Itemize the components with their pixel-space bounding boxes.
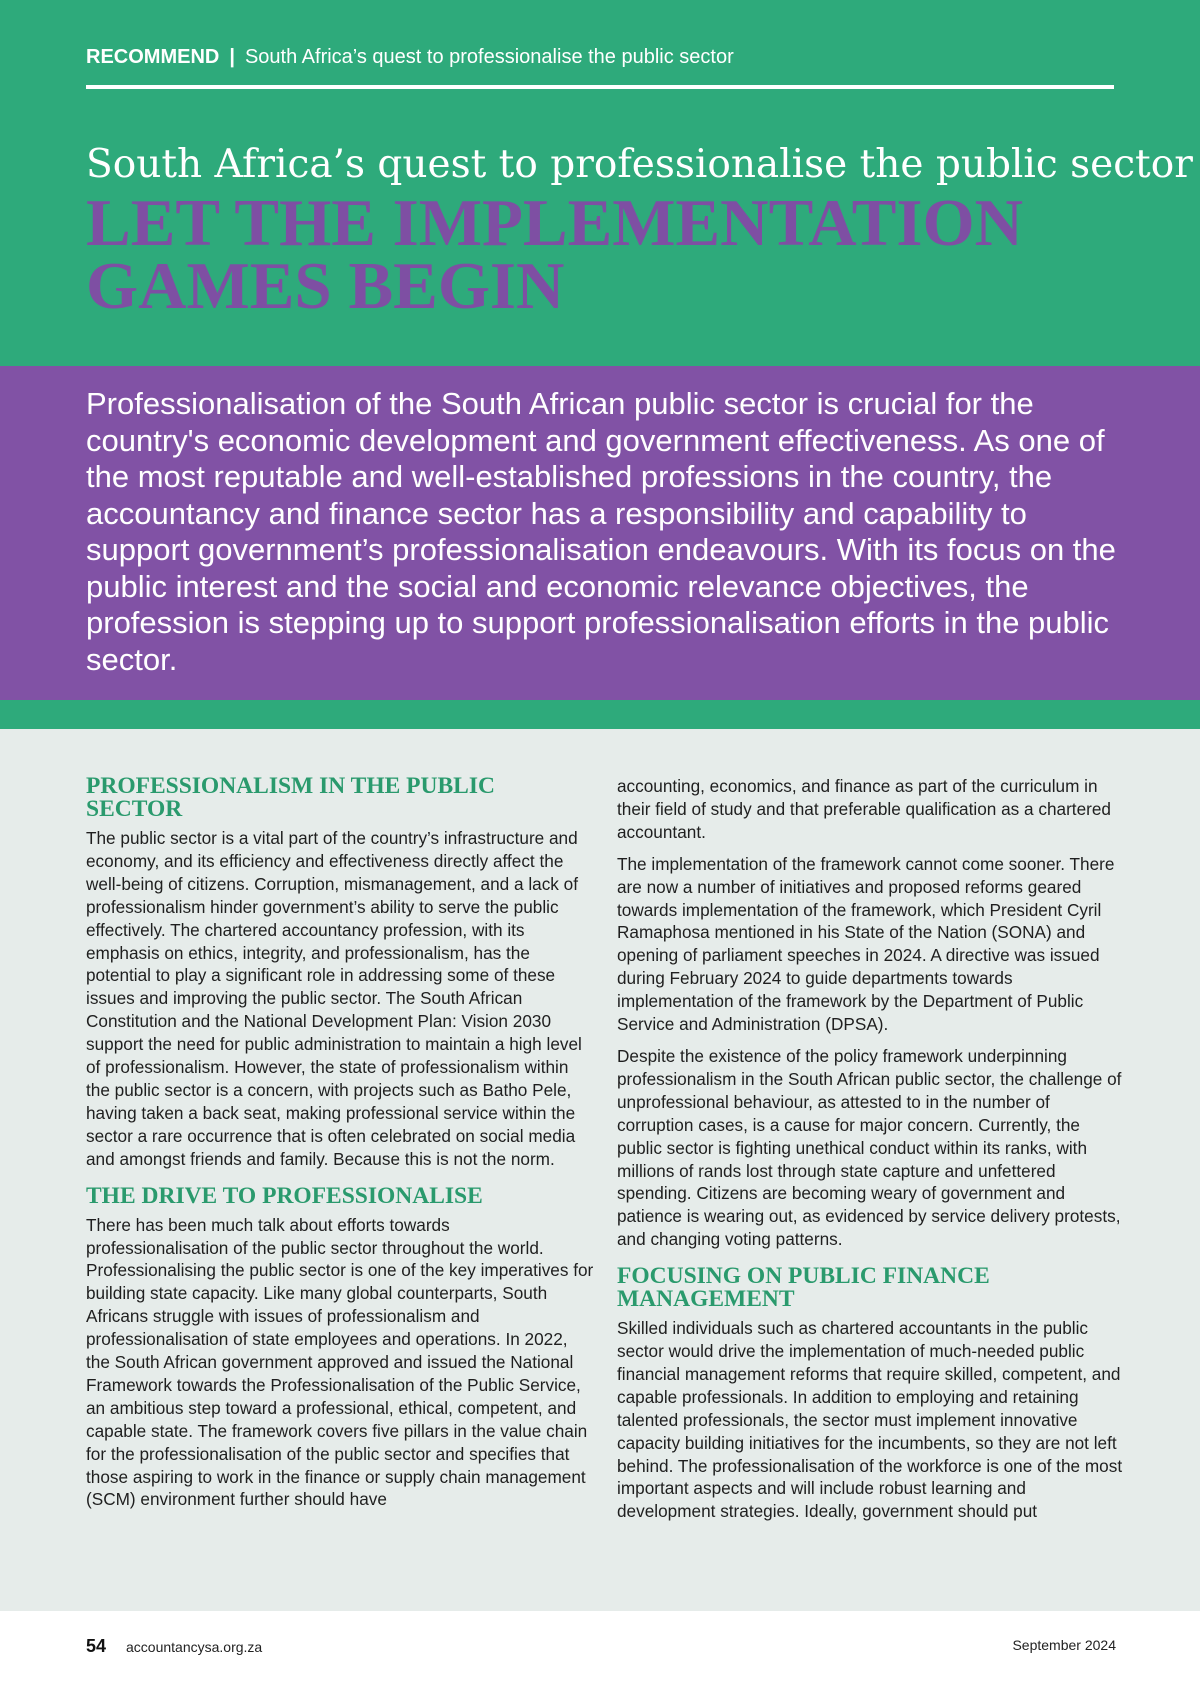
header-rule xyxy=(86,85,1114,89)
body-paragraph: Despite the existence of the policy framework underpinning professionalism in the South African public sector, the challenge of unprofessional behaviour, as attested to in the number of corruption cases, is a cause for major concern. Currently, the public sector is fighting unethical conduct within its ranks, with millions of rands lost through state capture and unfettered spending. Citizens are becoming weary of government and patience is wearing out, as evidenced by service delivery protests, and changing voting patterns. xyxy=(617,1045,1122,1250)
running-title: South Africa’s quest to professionalise the public sector xyxy=(244,46,734,68)
website-link[interactable]: accountancysa.org.za xyxy=(126,1639,263,1655)
body-paragraph: Skilled individuals such as chartered accountants in the public sector would drive the implementation of much-needed public financial management reforms that require skilled, competent, and capable professionals. In addition to employing and retaining talented professionals, the sector must implement innovative capacity building initiatives for the incumbents, so they are not left behind. The professionalisation of the workforce is one of the most important aspects and will include robust learning and development strategies. Ideally, government should put xyxy=(617,1318,1123,1522)
body-paragraph: accounting, economics, and finance as part of the curriculum in their field of study and that preferable qualification as a chartered accountant. xyxy=(617,776,1111,842)
running-header xyxy=(86,46,1116,69)
page-number: 54 xyxy=(86,1636,107,1656)
issue-date: September 2024 xyxy=(1012,1637,1116,1653)
section-heading-professionalism: PROFESSIONALISM IN THE PUBLIC SECTOR xyxy=(86,773,495,822)
left-column xyxy=(86,775,596,1520)
section-label: RECOMMEND xyxy=(86,46,220,68)
article-headline: LET THE IMPLEMENTATION GAMES BEGIN xyxy=(86,186,1023,323)
body-paragraph: There has been much talk about efforts towards professionalisation of the public sector throughout the world. Professionalising the public sector is one of the key imperatives for building state capacity. Like many global counterparts, South Africans struggle with issues of professionalism and professionalisation of state employees and operations. In 2022, the South African government approved and issued the National Framework towards the Professionalisation of the Public Service, an ambitious step toward a professional, ethical, competent, and capable state. The framework covers five pillars in the value chain for the professionalisation of the public sector and specifies that those aspiring to work in the finance or supply chain management (SCM) environment further should have xyxy=(86,1214,594,1510)
section-heading-drive: THE DRIVE TO PROFESSIONALISE xyxy=(86,1182,483,1209)
body-paragraph: The implementation of the framework cannot come sooner. There are now a number of initiatives and proposed reforms geared towards implementation of the framework, which President Cyril Ramaphosa mentioned in his State of the Nation (SONA) and opening of parliament speeches in 2024. A directive was issued during February 2024 to guide departments towards implementation of the framework by the Department of Public Service and Administration (DPSA). xyxy=(617,853,1115,1035)
header-separator: | xyxy=(229,46,235,68)
right-column xyxy=(617,775,1127,1532)
divider-strip xyxy=(0,700,1200,729)
body-paragraph: The public sector is a vital part of the country’s infrastructure and economy, and its efficiency and effectiveness directly affect the well-being of citizens. Corruption, mismanagement, and a lack of professionalism hinder government’s ability to serve the public effectively. The chartered accountancy profession, with its emphasis on ethics, integrity, and professionalism, has the potential to play a significant role in addressing some of these issues and improving the public sector. The South African Constitution and the National Development Plan: Vision 2030 support the need for public administration to maintain a high level of professionalism. However, the state of professionalism within the public sector is a concern, with projects such as Batho Pele, having taken a back seat, making professional service within the sector a rare occurrence that is often celebrated on social media and amongst friends and family. Because this is not the norm. xyxy=(86,828,582,1169)
article-subtitle: South Africa’s quest to professionalise the public sector xyxy=(86,142,1193,187)
section-heading-finance: FOCUSING ON PUBLIC FINANCE MANAGEMENT xyxy=(617,1263,990,1313)
intro-paragraph: Professionalisation of the South African public sector is crucial for the country's economic development and government effectiveness. As one of the most reputable and well-established professions in the country, the accountancy and finance sector has a responsibility and capability to support government’s professionalisation endeavours. With its focus on the public interest and the social and economic relevance objectives, the profession is stepping up to support professionalisation efforts in the public sector. xyxy=(86,386,1116,677)
